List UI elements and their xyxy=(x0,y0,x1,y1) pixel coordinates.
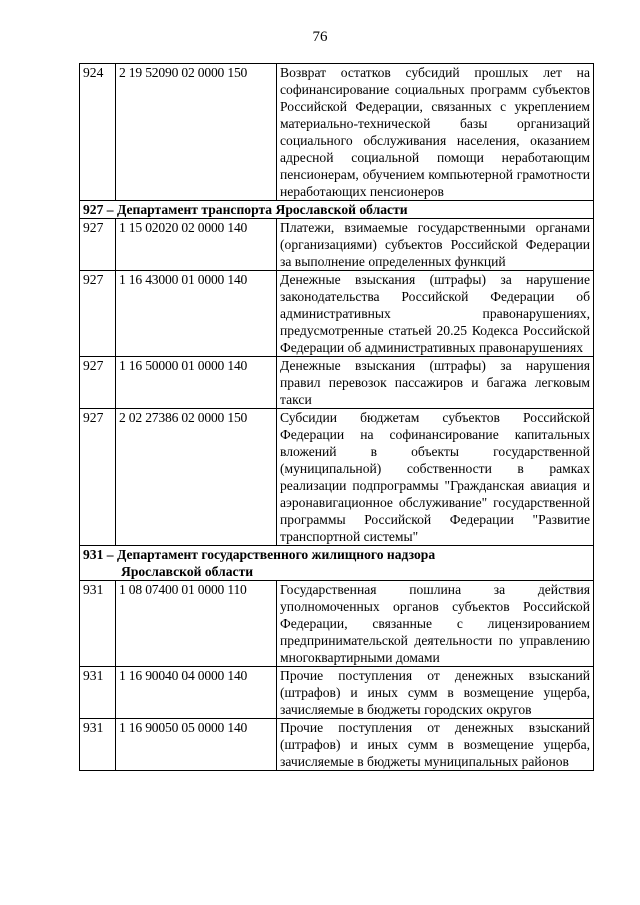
budget-code-cell: 1 15 02020 02 0000 140 xyxy=(116,219,277,271)
description-cell: Прочие поступления от денежных взысканий (штрафов) и иных сумм в возмещение ущерба, зачисляемые в бюджеты муниципальных районов xyxy=(277,719,594,771)
admin-code-cell: 931 xyxy=(80,667,116,719)
admin-code-cell: 927 xyxy=(80,219,116,271)
admin-code-cell: 931 xyxy=(80,581,116,667)
description-cell: Денежные взыскания (штрафы) за нарушения правил перевозок пассажиров и багажа легковым такси xyxy=(277,357,594,409)
budget-code-cell: 1 16 90040 04 0000 140 xyxy=(116,667,277,719)
budget-code-cell: 1 16 50000 01 0000 140 xyxy=(116,357,277,409)
admin-code-cell: 927 xyxy=(80,357,116,409)
admin-code-cell: 927 xyxy=(80,409,116,546)
table-row xyxy=(80,64,594,201)
description-cell: Платежи, взимаемые государственными органами (организациями) субъектов Российской Федерации за выполнение определенных функций xyxy=(277,219,594,271)
table-row xyxy=(80,357,594,409)
section-title xyxy=(80,201,594,219)
section-header-row xyxy=(80,546,594,581)
section-title-line-2: Ярославской области xyxy=(121,564,254,579)
table-row xyxy=(80,581,594,667)
budget-code-cell: 1 16 90050 05 0000 140 xyxy=(116,719,277,771)
table-row xyxy=(80,409,594,546)
budget-code-cell: 2 02 27386 02 0000 150 xyxy=(116,409,277,546)
table-row xyxy=(80,719,594,771)
revenue-classification-table xyxy=(79,63,594,771)
description-cell: Государственная пошлина за действия уполномоченных органов субъектов Российской Федерации, связанные с лицензированием предпринимательской деятельности по управлению многоквартирными домами xyxy=(277,581,594,667)
page-number: 76 xyxy=(312,29,328,45)
table-row xyxy=(80,271,594,357)
admin-code-cell: 924 xyxy=(80,64,116,201)
section-header-row xyxy=(80,201,594,219)
admin-code-cell: 931 xyxy=(80,719,116,771)
section-title xyxy=(80,546,594,581)
description-cell: Прочие поступления от денежных взысканий (штрафов) и иных сумм в возмещение ущерба, зачисляемые в бюджеты городских округов xyxy=(277,667,594,719)
description-cell: Возврат остатков субсидий прошлых лет на софинансирование социальных программ субъектов Российской Федерации, связанных с укреплением материально-технической базы организаций социального обслуживания населения, оказанием адресной социальной помощи неработающим пенсионерам, обучением компьютерной грамотности неработающих пенсионеров xyxy=(277,64,594,201)
table-row xyxy=(80,219,594,271)
budget-code-cell: 1 08 07400 01 0000 110 xyxy=(116,581,277,667)
description-cell: Субсидии бюджетам субъектов Российской Федерации на софинансирование капитальных вложений в объекты государственной (муниципальной) собственности в рамках реализации подпрограммы "Гражданская авиация и аэронавигационное обслуживание" государственной программы Российской Федерации "Развитие транспортной системы" xyxy=(277,409,594,546)
budget-code-cell: 2 19 52090 02 0000 150 xyxy=(116,64,277,201)
table-row xyxy=(80,667,594,719)
description-cell: Денежные взыскания (штрафы) за нарушение законодательства Российской Федерации об административных правонарушениях, предусмотренные статьей 20.25 Кодекса Российской Федерации об административных правонарушениях xyxy=(277,271,594,357)
section-title-line-1: 927 – Департамент транспорта Ярославской области xyxy=(83,202,408,217)
section-title-line-1: 931 – Департамент государственного жилищного надзора xyxy=(83,547,436,562)
admin-code-cell: 927 xyxy=(80,271,116,357)
budget-code-cell: 1 16 43000 01 0000 140 xyxy=(116,271,277,357)
